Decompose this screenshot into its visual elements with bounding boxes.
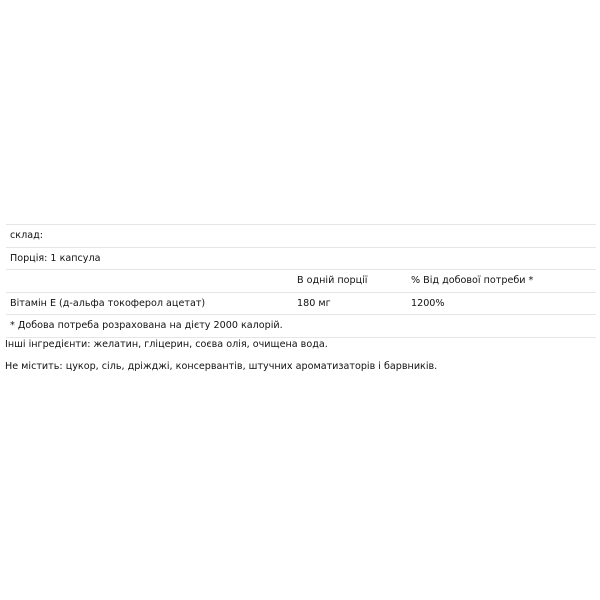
serving-size: Порція: 1 капсула: [10, 252, 101, 264]
serving-size-row: [6, 247, 596, 270]
nutrient-row: [6, 292, 596, 315]
other-ingredients: Інші інгредієнти: желатин, гліцерин, соєва олія, очищена вода.: [5, 339, 328, 350]
table-heading-row: [6, 224, 596, 247]
table-heading: склад:: [10, 230, 43, 241]
free-from-statement: Не містить: цукор, сіль, дріжджі, консервантів, штучних ароматизаторів і барвників.: [5, 361, 438, 372]
footnote-row: [6, 314, 596, 338]
nutrient-daily-value: 1200%: [411, 297, 445, 309]
daily-value-header: % Від добової потреби *: [411, 275, 534, 286]
nutrient-name: Вітамін Е (д-альфа токоферол ацетат): [10, 297, 206, 309]
per-serving-header: В одній порції: [297, 275, 368, 286]
daily-value-footnote: * Добова потреба розрахована на дієту 2000 калорій.: [10, 320, 283, 331]
column-header-row: [6, 269, 596, 292]
nutrient-amount: 180 мг: [297, 297, 331, 309]
supplement-facts-table: [6, 224, 596, 338]
